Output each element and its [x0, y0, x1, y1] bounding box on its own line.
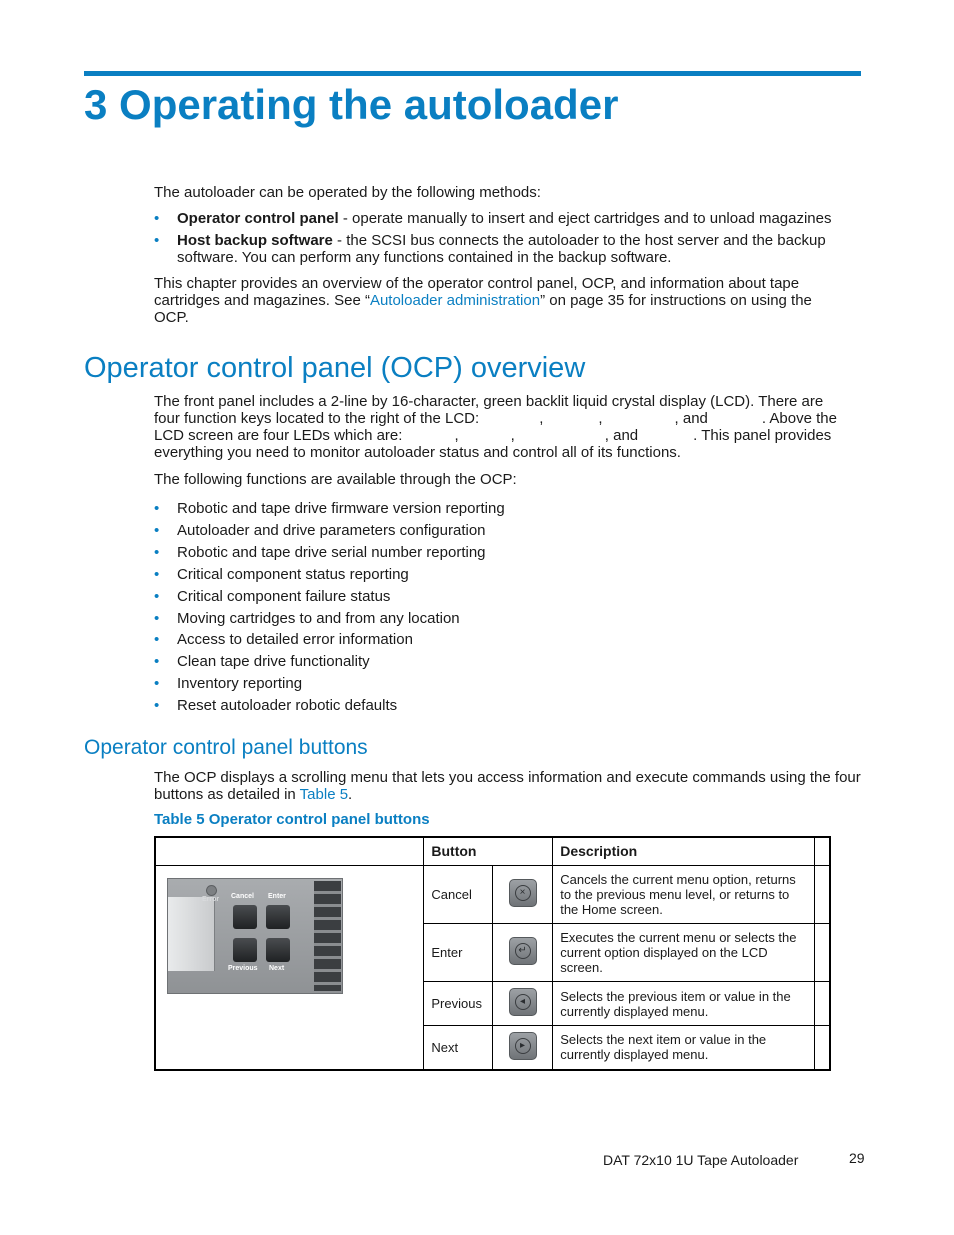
previous-key — [233, 938, 257, 962]
list-item: • Access to detailed error information — [154, 629, 854, 651]
button-description: Selects the previous item or value in the currently displayed menu. — [553, 982, 815, 1026]
bullet-icon: • — [154, 210, 160, 227]
enter-key — [266, 905, 290, 929]
list-item: • Moving cartridges to and from any location — [154, 608, 854, 630]
chapter-title: 3 Operating the autoloader — [84, 81, 619, 128]
bullet-icon: • — [154, 697, 160, 715]
cancel-key — [233, 905, 257, 929]
list-item: • Reset autoloader robotic defaults — [154, 695, 854, 717]
list-item: • Critical component failure status — [154, 586, 854, 608]
bullet-icon: • — [154, 609, 160, 627]
enter-icon: ↵ — [509, 937, 537, 965]
functions-list — [154, 498, 854, 717]
bullet-icon: • — [154, 653, 160, 671]
section-title: Operator control panel (OCP) overview — [84, 352, 586, 384]
table-5-link[interactable]: Table 5 — [299, 786, 349, 803]
description-header: Description — [553, 837, 815, 866]
button-name: Previous — [424, 982, 492, 1026]
error-led — [206, 885, 217, 896]
button-name: Enter — [424, 924, 492, 982]
button-description: Executes the current menu or selects the current option displayed on the LCD screen. — [553, 924, 815, 982]
list-item: • Clean tape drive functionality — [154, 651, 854, 673]
list-item: • Inventory reporting — [154, 673, 854, 695]
bullet-icon: • — [154, 521, 160, 539]
button-description: Cancels the current menu option, returns to the previous menu level, or returns to the Home screen. — [553, 866, 815, 924]
bullet-icon: • — [154, 675, 160, 693]
table-header-row — [155, 837, 830, 866]
bullet-icon: • — [154, 565, 160, 583]
subsection-title: Operator control panel buttons — [84, 736, 368, 759]
ocp-buttons-table — [154, 836, 831, 1071]
footer-doc-title: DAT 72x10 1U Tape Autoloader — [603, 1152, 799, 1168]
intro-lead: The autoloader can be operated by the following methods: — [154, 184, 541, 201]
ocp-buttons-paragraph: The OCP displays a scrolling menu that lets you access information and execute commands using the four buttons as detailed in Table 5. — [154, 769, 861, 803]
list-item: • Host backup software - the SCSI bus connects the autoloader to the host server and the backup software. You can perform any functions contained in the backup software. — [154, 232, 826, 266]
button-name: Next — [424, 1026, 492, 1070]
list-item: • Autoloader and drive parameters configuration — [154, 520, 854, 542]
bullet-icon: • — [154, 543, 160, 561]
lcd-screen — [168, 897, 215, 971]
methods-list — [154, 210, 854, 266]
footer-page-number: 29 — [849, 1150, 865, 1166]
button-header: Button — [424, 837, 492, 866]
list-item: • Operator control panel - operate manually to insert and eject cartridges and to unload magazines — [154, 210, 832, 227]
cancel-icon: × — [509, 879, 537, 907]
bullet-icon: • — [154, 587, 160, 605]
next-icon: ▸ — [509, 1032, 537, 1060]
list-item: • Robotic and tape drive serial number reporting — [154, 542, 854, 564]
panel-image-cell — [155, 866, 424, 1070]
ocp-panel-image: Error Cancel Enter Previous Next — [167, 878, 343, 994]
table-caption: Table 5 Operator control panel buttons — [154, 811, 430, 828]
bullet-icon: • — [154, 500, 160, 517]
button-description: Selects the next item or value in the currently displayed menu. — [553, 1026, 815, 1070]
table-row — [155, 866, 830, 924]
previous-icon: ◂ — [509, 988, 537, 1016]
list-item: • Robotic and tape drive firmware version reporting — [154, 498, 854, 520]
list-item: • Critical component status reporting — [154, 564, 854, 586]
overview-paragraph: This chapter provides an overview of the operator control panel, OCP, and information about tape cartridges and magazines. See “Autoloader administration” on page 35 for instructions on using the OCP. — [154, 275, 812, 326]
next-key — [266, 938, 290, 962]
bullet-icon: • — [154, 631, 160, 649]
functions-lead: The following functions are available through the OCP: — [154, 471, 517, 488]
chapter-rule — [84, 71, 861, 76]
button-name: Cancel — [424, 866, 492, 924]
front-panel-paragraph: The front panel includes a 2-line by 16-character, green backlit liquid crystal display (LCD). There are four function keys located to the right of the LCD: , , , and . Above the LCD screen are four LEDs which are: , , , and . This panel provides everything you need to monitor autoloader status and control all of its functions. — [154, 393, 837, 461]
bullet-icon: • — [154, 232, 160, 249]
autoloader-administration-link[interactable]: Autoloader administration — [369, 292, 541, 309]
vent-grill — [314, 881, 341, 991]
